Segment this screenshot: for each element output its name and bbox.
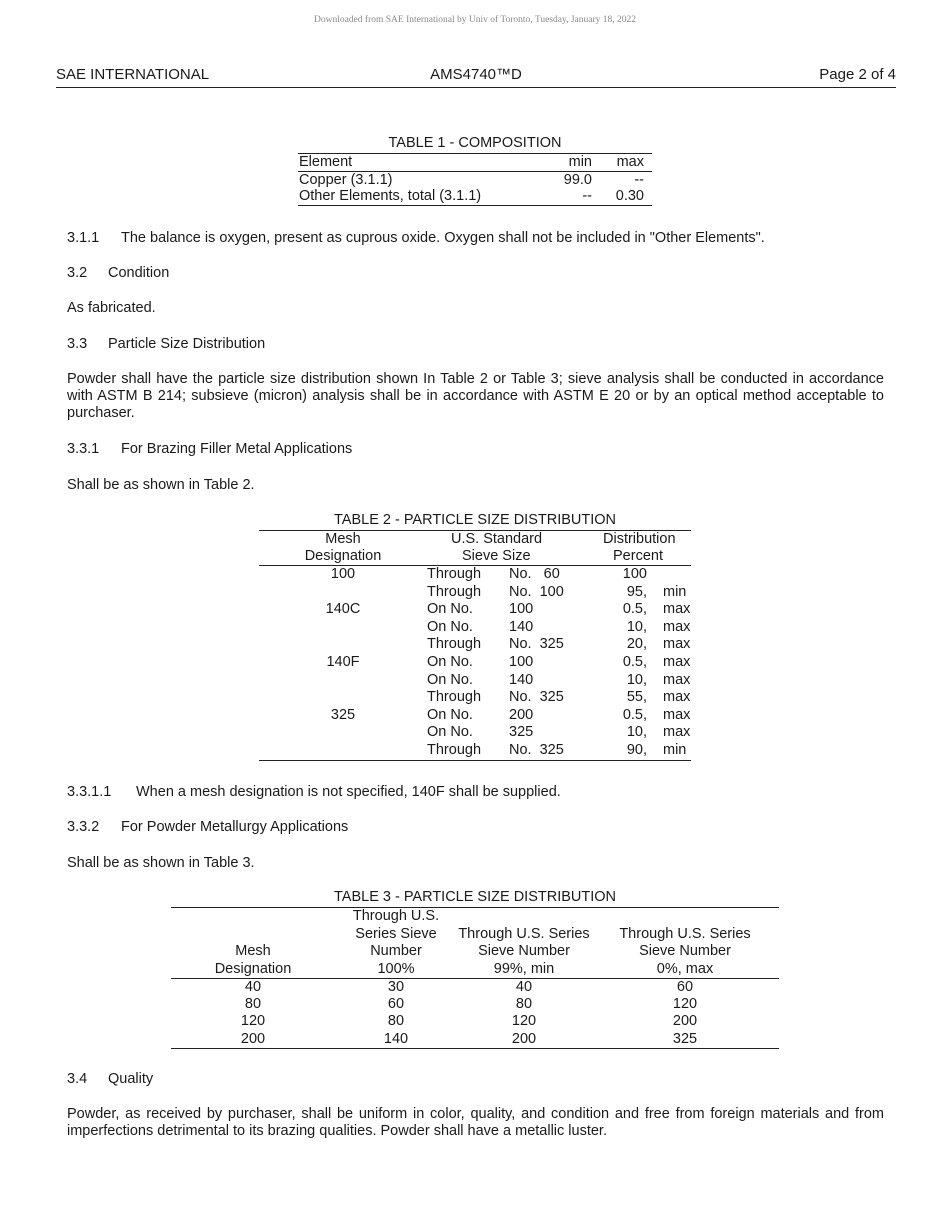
- section-3-3-1-body: Shall be as shown in Table 2.: [67, 477, 255, 493]
- cell-mesh: [259, 619, 427, 637]
- table-row: [259, 601, 691, 619]
- cell-percent: 90,: [626, 741, 647, 758]
- table-header-row: [259, 531, 691, 566]
- section-number: 3.3.1.1: [67, 784, 112, 800]
- section-title: For Brazing Filler Metal Applications: [121, 441, 353, 457]
- cell-sieve-number: 325: [509, 724, 534, 741]
- cell-element: Copper (3.1.1): [299, 171, 393, 188]
- cell-mesh: 200: [240, 1030, 266, 1047]
- cell-limit: max: [663, 636, 691, 653]
- header-org: SAE INTERNATIONAL: [56, 66, 210, 83]
- cell-limit: max: [663, 671, 691, 688]
- section-3-4-heading: [67, 1071, 884, 1088]
- cell-limit: max: [663, 618, 691, 635]
- col-header-through-0: [591, 908, 779, 979]
- section-title: Condition: [108, 265, 170, 281]
- section-number: 3.4: [67, 1071, 88, 1087]
- particle-size-table-3: [171, 907, 779, 1049]
- cell-limit: min: [663, 741, 687, 758]
- cell-percent: 100: [622, 566, 647, 582]
- section-3-3-2-heading: [67, 819, 884, 836]
- cell-percent: 0.5,: [622, 601, 647, 618]
- cell-mesh: 140F: [326, 653, 360, 670]
- table-row: [259, 707, 691, 725]
- cell-limit: max: [663, 653, 691, 670]
- table-row: [259, 672, 691, 690]
- header-line: Percent: [613, 548, 663, 564]
- table-row: [259, 636, 691, 654]
- cell-sieve-prefix: On No.: [427, 706, 473, 723]
- header-line: Through U.S. Series: [458, 925, 590, 942]
- header-line: U.S. Standard: [451, 531, 543, 547]
- header-line: 100%: [377, 960, 415, 977]
- cell-through-99: 200: [511, 1030, 537, 1047]
- header-line: Mesh: [235, 943, 271, 959]
- cell-sieve-prefix: On No.: [427, 618, 473, 635]
- cell-percent: 0.5,: [622, 706, 647, 723]
- cell-sieve-number: 200: [509, 706, 534, 723]
- header-line: Distribution: [603, 531, 676, 547]
- cell-through-100: 80: [387, 1013, 405, 1030]
- cell-mesh: 100: [330, 566, 356, 582]
- table-header-row: [171, 908, 779, 979]
- cell-sieve-number: No. 325: [509, 741, 564, 758]
- cell-through-100: 140: [383, 1030, 409, 1047]
- table-row: [298, 171, 652, 188]
- table-3-block: [171, 889, 779, 1049]
- header-line: Through U.S. Series: [619, 925, 751, 942]
- cell-percent: 0.5,: [622, 653, 647, 670]
- particle-size-table-2: [259, 530, 691, 761]
- cell-mesh: [259, 742, 427, 760]
- col-header-min: min: [532, 154, 592, 172]
- cell-through-0: 60: [676, 979, 694, 995]
- table-row: [259, 654, 691, 672]
- page-header: [56, 66, 896, 88]
- cell-sieve-number: No. 60: [509, 566, 560, 582]
- cell-max: --: [634, 171, 644, 188]
- header-line: Designation: [214, 960, 292, 977]
- cell-through-100: 30: [387, 979, 405, 995]
- download-watermark: Downloaded from SAE International by Univ of Toronto, Tuesday, January 18, 2022: [313, 15, 637, 25]
- table-row: [171, 979, 779, 997]
- cell-percent: 10,: [626, 671, 647, 688]
- cell-through-0: 120: [672, 996, 698, 1013]
- cell-min: 99.0: [563, 171, 592, 188]
- section-3-3-body: Powder shall have the particle size distribution shown In Table 2 or Table 3; sieve analysis shall be conducted in accordance with ASTM B 214; subsieve (micron) analysis shall be in accordance with ASTM E 20 or by an optical method acceptable to purchaser.: [67, 371, 884, 421]
- table-1-block: [298, 135, 652, 206]
- cell-through-99: 80: [515, 996, 533, 1013]
- header-line: Number: [370, 943, 422, 959]
- table-row: [259, 566, 691, 584]
- cell-sieve-number: 100: [509, 601, 534, 618]
- cell-sieve-prefix: On No.: [427, 671, 473, 688]
- cell-mesh: [259, 636, 427, 654]
- table-row: [259, 689, 691, 707]
- cell-through-0: 200: [672, 1013, 698, 1030]
- table-row: [259, 724, 691, 742]
- table-row: [259, 584, 691, 602]
- cell-sieve-number: No. 325: [509, 689, 564, 706]
- section-3-2-heading: [67, 265, 884, 282]
- table-row: [259, 742, 691, 760]
- cell-limit: max: [663, 706, 691, 723]
- cell-mesh: [259, 689, 427, 707]
- header-line: 0%, max: [656, 960, 714, 977]
- cell-sieve-prefix: On No.: [427, 601, 473, 618]
- cell-mesh: [259, 672, 427, 690]
- section-number: 3.3.1: [67, 441, 100, 457]
- cell-element: Other Elements, total (3.1.1): [299, 188, 482, 204]
- cell-percent: 20,: [626, 636, 647, 653]
- cell-through-99: 40: [515, 979, 533, 995]
- cell-sieve-number: 100: [509, 653, 534, 670]
- section-number: 3.3: [67, 336, 88, 352]
- col-header-mesh: [171, 908, 335, 979]
- header-line: Series Sieve: [355, 925, 437, 942]
- section-3-2-body: As fabricated.: [67, 300, 156, 316]
- section-3-1-1: [67, 230, 884, 247]
- cell-mesh: [259, 584, 427, 602]
- cell-sieve-prefix: Through: [427, 741, 482, 758]
- cell-percent: 10,: [626, 724, 647, 741]
- cell-sieve-number: No. 325: [509, 636, 564, 653]
- cell-limit: [647, 566, 691, 584]
- cell-limit: min: [663, 583, 687, 600]
- cell-percent: 55,: [626, 689, 647, 706]
- composition-table: [298, 153, 652, 206]
- cell-mesh: 80: [244, 996, 262, 1013]
- cell-through-99: 120: [511, 1013, 537, 1030]
- table-row: [298, 188, 652, 205]
- table-2-block: [259, 512, 691, 761]
- section-3-3-1-heading: [67, 441, 884, 458]
- header-line: Sieve Number: [478, 943, 570, 959]
- cell-through-0: 325: [672, 1030, 698, 1047]
- cell-sieve-prefix: On No.: [427, 724, 473, 741]
- cell-limit: max: [663, 724, 691, 741]
- cell-sieve-number: No. 100: [509, 583, 564, 600]
- col-header-element: Element: [298, 154, 532, 172]
- header-line: Sieve Number: [639, 943, 731, 959]
- section-3-4-body: Powder, as received by purchaser, shall be uniform in color, quality, and condition and free from foreign materials and from imperfections detrimental to its brazing qualities. Powder shall have a metallic luster.: [67, 1106, 884, 1139]
- cell-mesh: 40: [244, 979, 262, 995]
- table-3-caption: TABLE 3 - PARTICLE SIZE DISTRIBUTION: [334, 889, 616, 905]
- header-doc-number: AMS4740™D: [430, 66, 522, 83]
- section-number: 3.1.1: [67, 230, 100, 246]
- header-line: Mesh: [325, 531, 361, 547]
- cell-sieve-prefix: Through: [427, 566, 482, 582]
- table-header-row: [298, 154, 652, 172]
- cell-sieve-prefix: On No.: [427, 653, 473, 670]
- cell-limit: max: [663, 689, 691, 706]
- cell-mesh: [259, 724, 427, 742]
- section-number: 3.2: [67, 265, 88, 281]
- cell-percent: 10,: [626, 618, 647, 635]
- cell-sieve-prefix: Through: [427, 689, 482, 706]
- table-row: [171, 996, 779, 1013]
- col-header-mesh: [259, 531, 427, 566]
- table-2-caption: TABLE 2 - PARTICLE SIZE DISTRIBUTION: [334, 512, 616, 528]
- col-header-distribution: [599, 531, 691, 566]
- cell-sieve-prefix: Through: [427, 636, 482, 653]
- section-text: When a mesh designation is not specified, 140F shall be supplied.: [136, 784, 561, 800]
- header-line: Designation: [304, 548, 382, 564]
- section-text: The balance is oxygen, present as cuprous oxide. Oxygen shall not be included in "Other Elements".: [121, 230, 765, 246]
- header-page-number: Page 2 of 4: [819, 66, 896, 83]
- cell-mesh: 120: [240, 1013, 266, 1030]
- cell-sieve-number: 140: [509, 618, 534, 635]
- section-number: 3.3.2: [67, 819, 100, 835]
- table-row: [171, 1013, 779, 1030]
- section-title: Quality: [108, 1071, 154, 1087]
- cell-min: --: [582, 188, 592, 204]
- header-line: 99%, min: [493, 960, 555, 977]
- table-row: [171, 1031, 779, 1049]
- cell-mesh: 140C: [325, 601, 361, 618]
- cell-limit: max: [663, 601, 691, 618]
- cell-sieve-number: 140: [509, 671, 534, 688]
- table-1-caption: TABLE 1 - COMPOSITION: [388, 135, 562, 151]
- section-title: Particle Size Distribution: [108, 336, 266, 352]
- table-row: [259, 619, 691, 637]
- col-header-through-99: [457, 908, 591, 979]
- cell-percent: 95,: [626, 583, 647, 600]
- section-3-3-heading: [67, 336, 884, 353]
- col-header-max: max: [592, 154, 652, 172]
- section-title: For Powder Metallurgy Applications: [121, 819, 349, 835]
- cell-sieve-prefix: Through: [427, 583, 482, 600]
- section-3-3-1-1: [67, 784, 884, 801]
- cell-max: 0.30: [615, 188, 644, 204]
- header-line: Through U.S.: [352, 908, 440, 924]
- cell-mesh: 325: [330, 706, 356, 723]
- cell-through-100: 60: [387, 996, 405, 1013]
- col-header-through-100: [335, 908, 457, 979]
- section-3-3-2-body: Shall be as shown in Table 3.: [67, 855, 255, 871]
- header-line: Sieve Size: [462, 548, 531, 564]
- col-header-sieve: [427, 531, 599, 566]
